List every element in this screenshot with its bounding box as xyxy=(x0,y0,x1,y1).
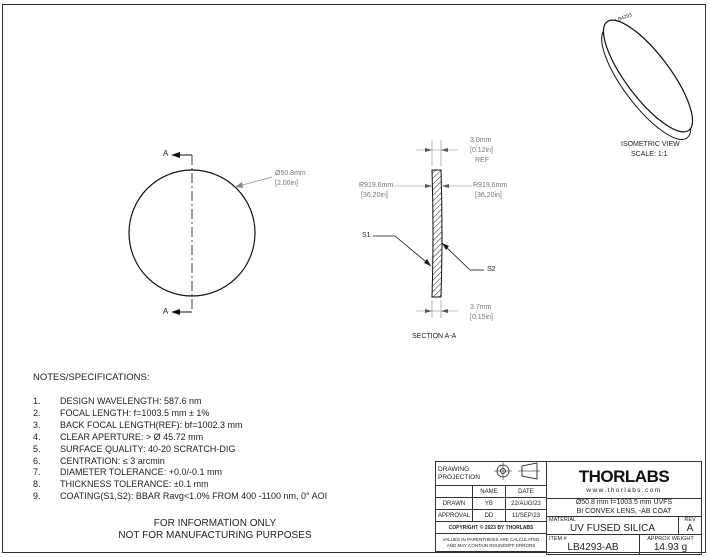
drawn-name: YB xyxy=(472,498,505,510)
radius-left-inch-label: [36.20in] xyxy=(361,192,388,199)
thorlabs-logo: THORLABS xyxy=(578,466,670,486)
drawn-label: DRAWN xyxy=(436,498,473,510)
values-note: VALUES IN PARENTHESIS ARE CALCULATED AND MAY CONTAIN ROUNDOFF ERRORS xyxy=(436,534,547,552)
notes-title: NOTES/SPECIFICATIONS: xyxy=(33,372,150,383)
diameter-inch-label: [2.00in] xyxy=(275,180,298,187)
front-view xyxy=(129,149,272,315)
note-item: 9. COATING(S1,S2): BBAR Ravg<1.0% FROM 400 -1100 nm, 0° AOI xyxy=(33,491,328,501)
arrow-head xyxy=(425,309,432,313)
drawing-projection-label: DRAWING PROJECTION xyxy=(436,462,547,486)
rev-value: A xyxy=(686,523,694,534)
isometric-view-title: ISOMETRIC VIEW xyxy=(621,141,680,148)
lens-engraving: LB4293 xyxy=(614,12,633,24)
material-label: MATERIAL xyxy=(549,517,577,523)
item-label: ITEM # xyxy=(549,536,567,542)
arrow-head xyxy=(441,309,448,313)
arrow-head xyxy=(425,148,432,152)
section-view-title: SECTION A-A xyxy=(412,333,457,340)
radius-left-label: R919.6mm xyxy=(359,182,394,189)
weight-cell xyxy=(640,535,702,555)
arrow-head xyxy=(171,152,180,158)
arrow-head xyxy=(235,182,243,188)
note-item: 2. FOCAL LENGTH: f=1003.5 mm ± 1% xyxy=(33,408,210,418)
description-cell xyxy=(547,499,702,517)
note-item: 7. DIAMETER TOLERANCE: +0.0/-0.1 mm xyxy=(33,467,222,477)
center-thickness-label: 3.0mm xyxy=(470,137,492,144)
arrow-head xyxy=(442,184,449,188)
weight-value: 14.93 g xyxy=(653,542,688,553)
note-item: 3. BACK FOCAL LENGTH(REF): bf=1002.3 mm xyxy=(33,420,243,430)
note-item: 4. CLEAR APERTURE: > Ø 45.72 mm xyxy=(33,432,204,442)
lens-face xyxy=(590,8,707,143)
reference-note: REF xyxy=(475,157,489,164)
arrow-head xyxy=(171,309,180,315)
disclaimer-line-2: NOT FOR MANUFACTURING PURPOSES xyxy=(118,530,312,541)
copyright-notice: COPYRIGHT © 2023 BY THORLABS xyxy=(436,522,547,534)
edge-thickness-inch-label: [0.15in] xyxy=(470,314,493,321)
radius-right-label: R919.6mm xyxy=(473,182,508,189)
section-label-bottom: A xyxy=(163,307,169,316)
date-header: DATE xyxy=(505,486,546,498)
diameter-label: Ø50.8mm xyxy=(275,170,306,177)
rev-cell xyxy=(679,517,702,535)
arrow-head xyxy=(441,148,448,152)
section-view xyxy=(373,140,484,318)
approval-label: APPROVAL xyxy=(436,510,473,522)
radius-right-inch-label: [36.20in] xyxy=(475,192,502,199)
note-item: 6. CENTRATION: ≤ 3 arcmin xyxy=(33,456,165,466)
section-label-top: A xyxy=(163,149,169,158)
description-line-2: BI CONVEX LENS, -AB COAT xyxy=(576,507,672,515)
part-info-block xyxy=(546,461,702,555)
edge-thickness-label: 3.7mm xyxy=(470,304,492,311)
isometric-scale: SCALE: 1:1 xyxy=(631,151,668,158)
item-cell xyxy=(547,535,640,555)
isometric-view xyxy=(585,8,710,151)
surface-s1-label: S1 xyxy=(362,232,371,239)
website-label: www.thorlabs.com xyxy=(586,486,662,494)
item-number: LB4293-AB xyxy=(567,542,619,553)
name-header: NAME xyxy=(472,486,505,498)
center-thickness-inch-label: [0.12in] xyxy=(470,147,493,154)
approval-name: DD xyxy=(472,510,505,522)
logo-cell xyxy=(547,462,702,499)
rev-label: REV xyxy=(684,517,696,523)
drawn-date: 22/AUG/23 xyxy=(505,498,546,510)
material-value: UV FUSED SILICA xyxy=(569,523,656,534)
header-spacer xyxy=(436,486,473,498)
approval-date: 11/SEP/23 xyxy=(505,510,546,522)
material-cell xyxy=(547,517,679,535)
arrow-head xyxy=(425,184,432,188)
lens-section xyxy=(432,170,442,297)
note-item: 5. SURFACE QUALITY: 40-20 SCRATCH-DIG xyxy=(33,444,236,454)
arrow-head xyxy=(424,259,431,266)
surface-s2-label: S2 xyxy=(487,266,496,273)
note-item: 8. THICKNESS TOLERANCE: ±0.1 mm xyxy=(33,479,209,489)
approval-block xyxy=(435,461,547,552)
disclaimer-line-1: FOR INFORMATION ONLY xyxy=(153,518,277,529)
weight-label: APPROX WEIGHT xyxy=(647,536,694,542)
note-item: 1. DESIGN WAVELENGTH: 587.6 nm xyxy=(33,396,202,406)
description-line-1: Ø50.8 mm f=1003.5 mm UVFS xyxy=(575,499,673,507)
